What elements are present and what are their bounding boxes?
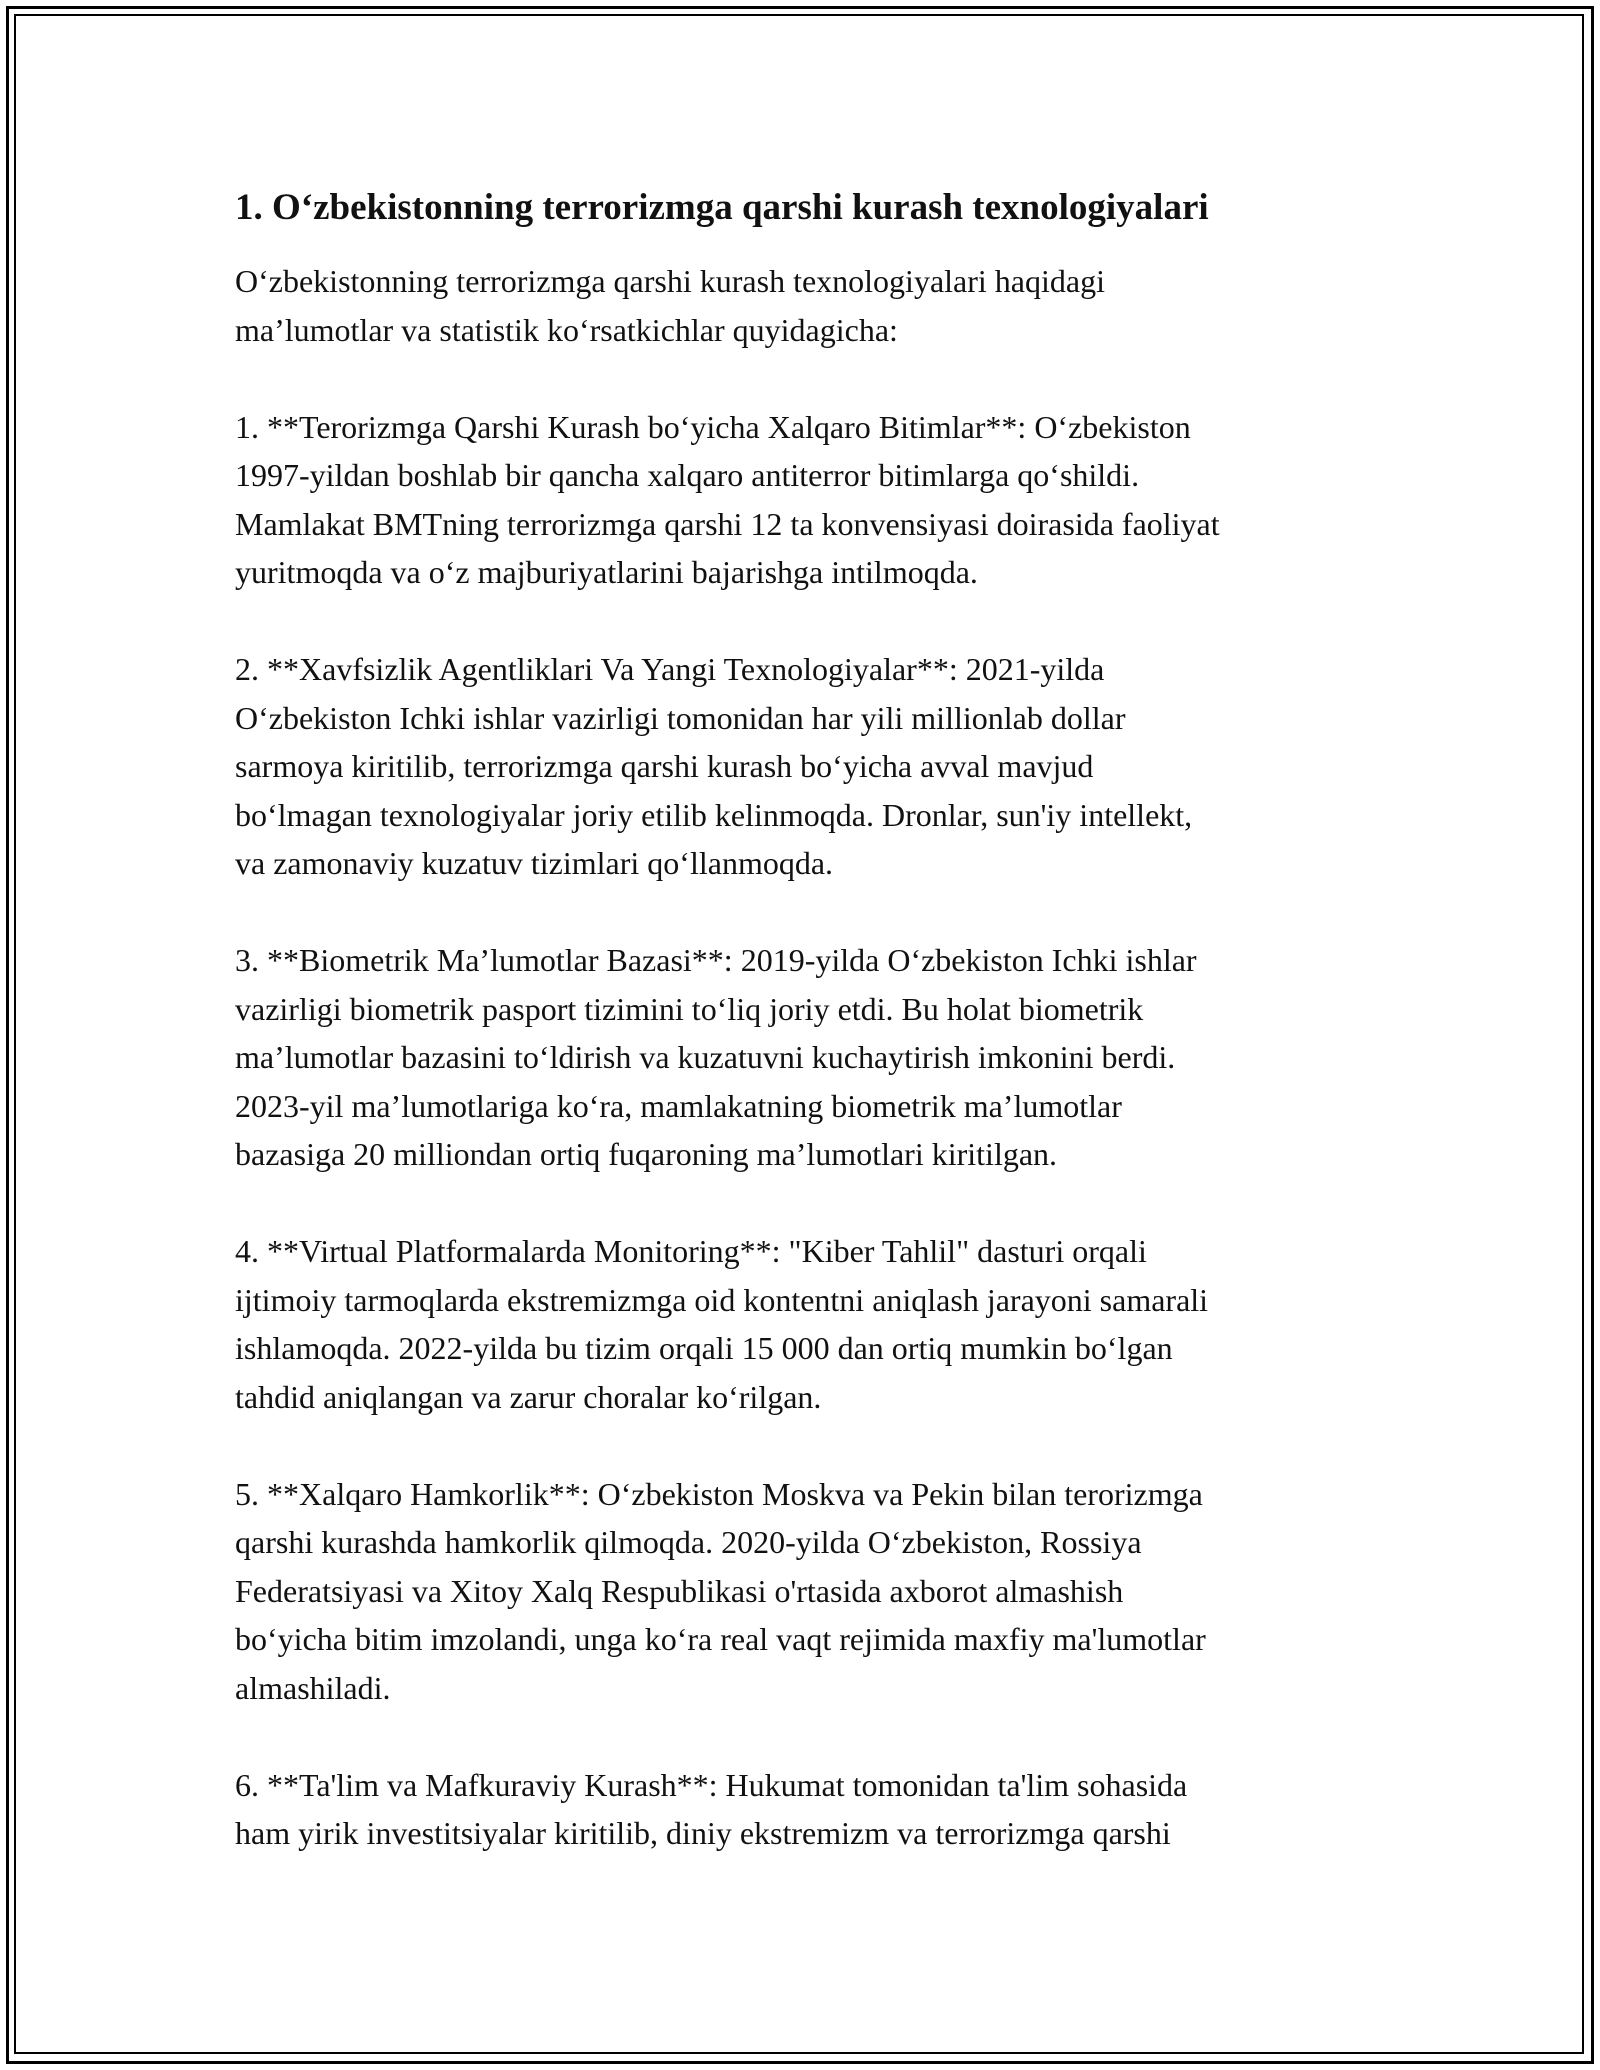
list-item-6: 6. **Ta'lim va Mafkuraviy Kurash**: Hukumat tomonidan ta'lim sohasida ham yirik investitsiyalar kiritilib, diniy ekstremizm va terrorizmga qarshi [235,1766,1188,1851]
list-item-3: 3. **Biometrik Ma’lumotlar Bazasi**: 2019-yilda O‘zbekiston Ichki ishlar vazirligi biometrik pasport tizimini to‘liq joriy etdi. Bu holat biometrik ma’lumotlar bazasini to‘ldirish va kuzatuvni kuchaytirish imkonini berdi. 2023-yil ma’lumotlariga ko‘ra, mamlakatning biometrik ma’lumotlar bazasiga 20 milliondan ortiq fuqaroning ma’lumotlari kiritilgan. [235,942,1197,1172]
list-item-2: 2. **Xavfsizlik Agentliklari Va Yangi Texnologiyalar**: 2021-yilda O‘zbekiston Ichki ishlar vazirligi tomonidan har yili millionlab dollar sarmoya kiritilib, terrorizmga qarshi kurash bo‘yicha avval mavjud bo‘lmagan texnologiyalar joriy etilib kelinmoqda. Dronlar, sun'iy intellekt, va zamonaviy kuzatuv tizimlari qo‘llanmoqda. [235,651,1193,881]
intro-paragraph: O‘zbekistonning terrorizmga qarshi kurash texnologiyalari haqidagi ma’lumotlar va statistik ko‘rsatkichlar quyidagicha: [235,263,1105,348]
list-item-1: 1. **Terorizmga Qarshi Kurash bo‘yicha Xalqaro Bitimlar**: O‘zbekiston 1997-yildan boshlab bir qancha xalqaro antiterror bitimlarga qo‘shildi. Mamlakat BMTning terrorizmga qarshi 12 ta konvensiyasi doirasida faoliyat yuritmoqda va o‘z majburiyatlarini bajarishga intilmoqda. [235,408,1220,590]
document-body [235,185,1375,1906]
list-item-4: 4. **Virtual Platformalarda Monitoring**: "Kiber Tahlil" dasturi orqali ijtimoiy tarmoqlarda ekstremizmga oid kontentni aniqlash jarayoni samarali ishlamoqda. 2022-yilda bu tizim orqali 15 000 dan ortiq mumkin bo‘lgan tahdid aniqlangan va zarur choralar ko‘rilgan. [235,1233,1209,1415]
document-title: 1. O‘zbekistonning terrorizmga qarshi kurash texnologiyalari [235,187,1209,228]
list-item-5: 5. **Xalqaro Hamkorlik**: O‘zbekiston Moskva va Pekin bilan terorizmga qarshi kurashda hamkorlik qilmoqda. 2020-yilda O‘zbekiston, Rossiya Federatsiyasi va Xitoy Xalq Respublikasi o'rtasida axborot almashish bo‘yicha bitim imzolandi, unga ko‘ra real vaqt rejimida maxfiy ma'lumotlar almashiladi. [235,1475,1206,1706]
